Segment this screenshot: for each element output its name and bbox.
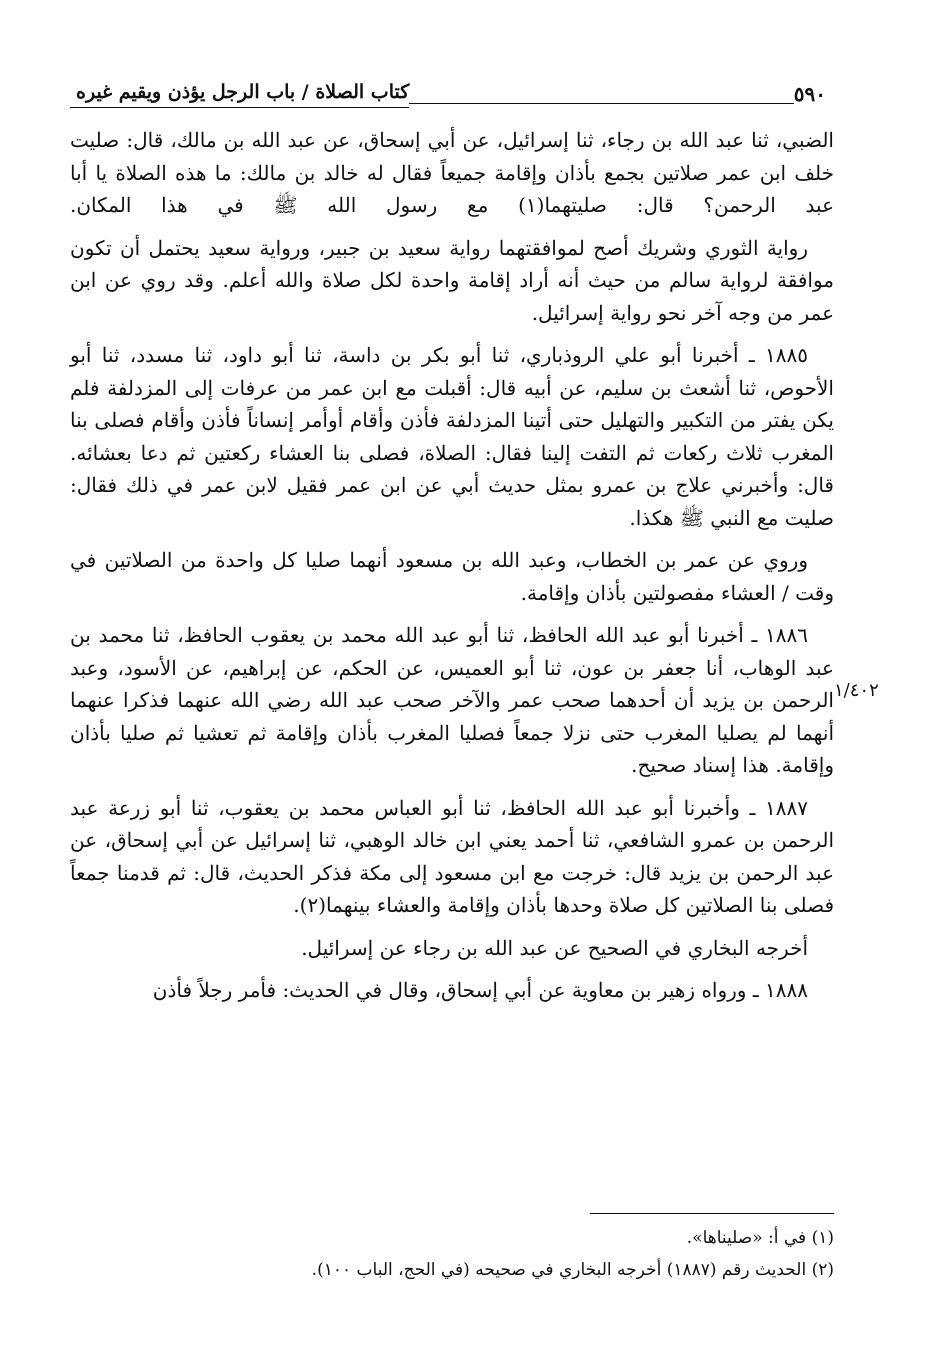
running-title: كتاب الصلاة / باب الرجل يؤذن ويقيم غيره	[70, 81, 409, 108]
footnote-1: (١) في أ: «صلیناها».	[686, 1228, 834, 1248]
paragraph-commentary: رواية الثوري وشريك أصح لموافقتهما رواية سعيد بن جبير، ورواية سعيد يحتمل أن تكون موافقة لرواية سالم من حيث أنه أراد إقامة واحدة لكل صلاة والله أعلم. وقد روي عن ابن عمر من وجه آخر نحو رواية إسرائيل.	[70, 235, 834, 325]
paragraph-narration: وروي عن عمر بن الخطاب، وعبد الله بن مسعود أنهما صليا كل واحدة من الصلاتين في وقت / العشاء مفصولتين بأذان وإقامة.	[70, 548, 834, 605]
footnote-2: (٢) الحديث رقم (١٨٨٧) أخرجه البخاري في صحيحه (في الحج، الباب ١٠٠).	[311, 1260, 834, 1280]
paragraph-continuation: الضبي، ثنا عبد الله بن رجاء، ثنا إسرائيل، عن أبي إسحاق، عن عبد الله بن مالك، قال: صليت خلف ابن عمر صلاتين بجمع بأذان وإقامة جميعاً فقال له خالد بن مالك: ما هذه الصلاة يا أبا عبد الرحمن؟ قال: صليتهما(١) مع رسول الله ﷺ في هذا المكان.	[70, 128, 835, 217]
margin-volume-page-note: ١/٤٠٢	[834, 680, 879, 701]
footnotes	[200, 1222, 834, 1286]
body-text	[70, 124, 834, 1007]
paragraph-hadith-1888: ١٨٨٨ ـ ورواه زهير بن معاوية عن أبي إسحاق، وقال في الحديث: فأمر رجلاً فأذن	[152, 978, 808, 1002]
footnote-rule	[590, 1213, 834, 1214]
header-rule	[409, 103, 794, 104]
running-head	[70, 72, 834, 110]
page-number: ٥٩٠	[793, 82, 826, 106]
paragraph-takhrij: أخرجه البخاري في الصحيح عن عبد الله بن رجاء عن إسرائيل.	[301, 935, 808, 960]
paragraph-hadith-1887: ١٨٨٧ ـ وأخبرنا أبو عبد الله الحافظ، ثنا أبو العباس محمد بن يعقوب، ثنا أبو زرعة عبد الرحمن بن عمرو الشافعي، ثنا أحمد يعني ابن خالد الوهبي، ثنا إسرائيل عن أبي إسحاق، عن عبد الرحمن بن يزيد قال: خرجت مع ابن مسعود إلى مكة فذكر الحديث، قال: ثم قدمنا جمعاً فصلى بنا الصلاتين كل صلاة وحدها بأذان وإقامة والعشاء بينهما(٢).	[70, 795, 834, 917]
paragraph-hadith-1885: ١٨٨٥ ـ أخبرنا أبو علي الروذباري، ثنا أبو بكر بن داسة، ثنا أبو داود، ثنا مسدد، ثنا أبو الأحوص، ثنا أشعث بن سليم، عن أبيه قال: أقبلت مع ابن عمر من عرفات إلى المزدلفة فلم يكن يفتر من التكبير والتهليل حتى أتينا المزدلفة فأذن وأقام أوأمر إنساناً فأذن وأقام فصلى بنا المغرب ثلاث ركعات ثم التفت إلينا فقال: الصلاة، فصلى بنا العشاء ركعتين ثم دعا بعشائه. قال: وأخبرني علاج بن عمرو بمثل حديث أبي عن ابن عمر فقيل لابن عمر في ذلك فقال: صليت مع النبي ﷺ هكذا.	[70, 343, 834, 530]
paragraph-hadith-1886: ١٨٨٦ ـ أخبرنا أبو عبد الله الحافظ، ثنا أبو عبد الله محمد بن يعقوب الحافظ، ثنا محمد بن عبد الوهاب، أنا جعفر بن عون، ثنا أبو العميس، عن الحكم، عن إبراهيم، عن الأسود، وعبد الرحمن بن يزيد أن أحدهما صحب عمر والآخر صحب عبد الله رضي الله عنهما فذكرا عنهما أنهما لم يصليا المغرب حتى نزلا جمعاً فصليا المغرب بأذان وإقامة ثم تعشيا ثم صليا بأذان وإقامة. هذا إسناد صحيح.	[70, 623, 834, 777]
page	[70, 72, 834, 1017]
